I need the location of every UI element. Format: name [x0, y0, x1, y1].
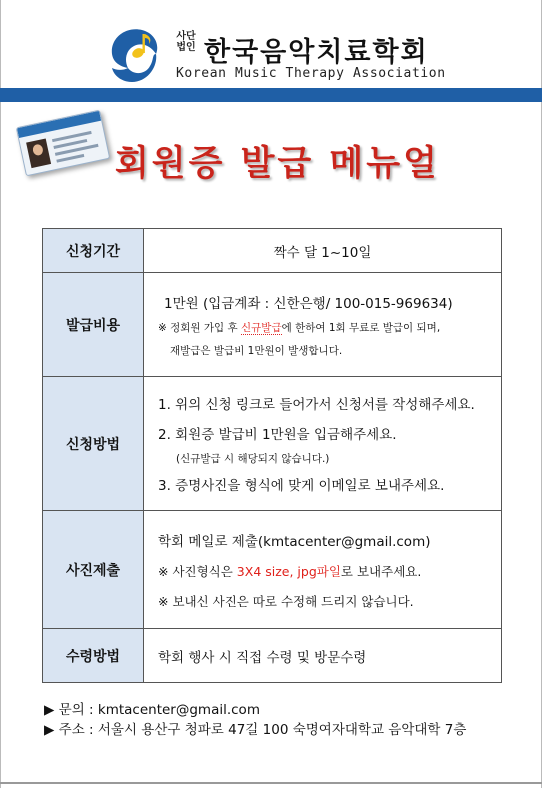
- org-type-label: [172, 31, 200, 53]
- method-step-1: 1. 위의 신청 링크로 들어가서 신청서를 작성해주세요.: [158, 397, 475, 413]
- fee-value: [144, 273, 502, 377]
- photo-no-edit: ※ 보내신 사진은 따로 수정해 드리지 않습니다.: [158, 593, 414, 609]
- table-row-fee: [43, 273, 502, 377]
- method-step-2-note: (신규발급 시 해당되지 않습니다.): [176, 453, 330, 465]
- fee-label: 발급비용: [43, 273, 144, 377]
- org-type-line-2: 법인: [176, 42, 196, 53]
- table-row-receive: [43, 629, 502, 683]
- contact-info: ▶ 문의 : kmtacenter@gmail.com: [44, 702, 260, 718]
- photo-value: [144, 511, 502, 629]
- header: [0, 0, 542, 104]
- org-name-english: Korean Music Therapy Association: [176, 66, 446, 81]
- receive-label: 수령방법: [43, 629, 144, 683]
- fee-account: 1만원 (입금계좌 : 신한은행/ 100-015-969634): [164, 295, 453, 312]
- fee-note: [158, 320, 501, 335]
- photo-format: [158, 562, 501, 580]
- method-label: 신청방법: [43, 377, 144, 511]
- address-info: ▶ 주소 : 서울시 용산구 청파로 47길 100 숙명여자대학교 음악대학 7층: [44, 722, 467, 738]
- period-value: 짝수 달 1~10일: [144, 229, 502, 273]
- photo-format-highlight: 3X4 size, jpg파일: [236, 563, 341, 579]
- page-title: 회원증 발급 메뉴얼: [115, 144, 440, 184]
- table-row-photo: [43, 511, 502, 629]
- fee-note-highlight: 신규발급: [241, 321, 282, 334]
- method-step-2: 2. 회원증 발급비 1만원을 입금해주세요.: [158, 427, 397, 443]
- photo-label: 사진제출: [43, 511, 144, 629]
- header-bar: [0, 88, 542, 102]
- photo-format-c: 로 보내주세요.: [340, 563, 422, 579]
- org-name: 한국음악치료학회: [204, 37, 429, 68]
- period-label: 신청기간: [43, 229, 144, 273]
- info-table: [42, 228, 502, 683]
- association-logo: [104, 24, 162, 86]
- table-row-method: [43, 377, 502, 511]
- bottom-divider: [0, 782, 542, 784]
- org-type-line-1: 사단: [176, 31, 196, 42]
- fee-note-c: 에 한하여 1회 무료로 발급이 되며,: [281, 321, 441, 334]
- photo-format-a: ※ 사진형식은: [158, 563, 237, 579]
- fee-note-a: ※ 정회원 가입 후: [158, 321, 242, 334]
- table-row-period: [43, 229, 502, 273]
- photo-email: 학회 메일로 제출(kmtacenter@gmail.com): [158, 533, 431, 550]
- method-value: [144, 377, 502, 511]
- method-step-3: 3. 증명사진을 형식에 맞게 이메일로 보내주세요.: [158, 478, 445, 494]
- receive-value: 학회 행사 시 직접 수령 및 방문수령: [144, 629, 502, 683]
- fee-reissue-note: 재발급은 발급비 1만원이 발생합니다.: [170, 344, 343, 357]
- footer: [44, 700, 466, 740]
